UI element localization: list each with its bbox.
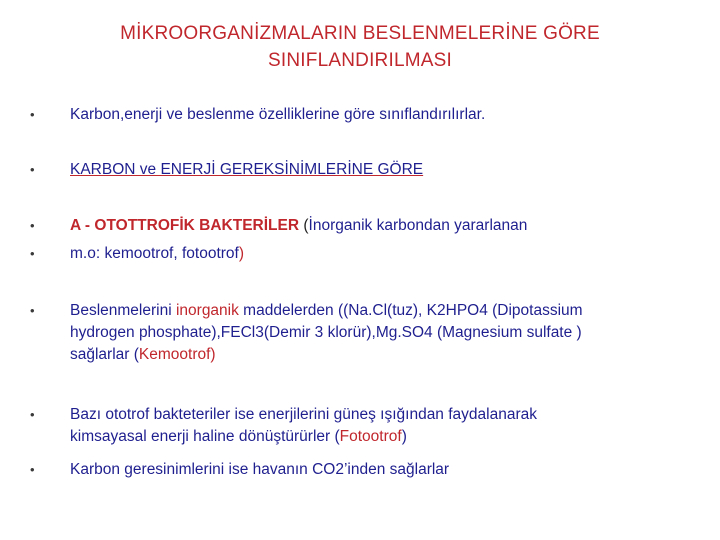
- text-run: inorganik: [175, 302, 239, 319]
- bullet-marker: •: [30, 162, 35, 177]
- bullet-text: KARBON ve ENERJİ GEREKSİNİMLERİNE GÖRE: [70, 161, 424, 178]
- bullet-marker: •: [30, 218, 35, 233]
- text-run: İnorganik karbondan yararlanan: [308, 217, 528, 234]
- bullet-marker: •: [30, 303, 35, 318]
- text-run: Fotootrof: [339, 428, 402, 445]
- slide-title: [60, 20, 660, 74]
- text-run: sağlarlar (: [70, 346, 139, 363]
- bullet-text: [70, 243, 690, 265]
- bullet-marker: •: [30, 407, 35, 422]
- bullet-marker: •: [30, 107, 35, 122]
- heading-ototrof: A - OTOTTROFİK BAKTERİLER: [70, 217, 300, 234]
- bullet-text: Karbon geresinimlerini ise havanın CO2’inden sağlarlar: [70, 461, 450, 478]
- bullet-text: [70, 404, 690, 448]
- bullet-marker: •: [30, 246, 35, 261]
- bullet-text: [70, 300, 690, 366]
- bullet-marker: •: [30, 462, 35, 477]
- bullet-text: Karbon,enerji ve beslenme özelliklerine göre sınıflandırılırlar.: [70, 106, 486, 123]
- title-line-1: MİKROORGANİZMALARIN BESLENMELERİNE GÖRE: [120, 23, 600, 44]
- text-run: m.o: kemootrof, fotootrof: [70, 245, 239, 262]
- text-run: kimsayasal enerji haline dönüştürürler (: [70, 428, 340, 445]
- text-run: Bazı ototrof bakteteriler ise enerjilerini güneş ışığından faydalanarak: [70, 406, 537, 423]
- title-line-2: SINIFLANDIRILMASI: [268, 50, 452, 71]
- text-run: hydrogen phosphate),FECl3(Demir 3 klorür),Mg.SO4 (Magnesium sulfate ): [70, 324, 582, 341]
- text-run: maddelerden ((Na.Cl(tuz), K2HPO4 (Dipotassium: [238, 302, 583, 319]
- text-run: ): [238, 245, 245, 262]
- bullet-text: [70, 215, 690, 237]
- text-run: (: [299, 217, 309, 234]
- text-run: Beslenmelerini: [70, 302, 176, 319]
- text-run: Kemootrof): [138, 346, 216, 363]
- text-run: ): [401, 428, 407, 445]
